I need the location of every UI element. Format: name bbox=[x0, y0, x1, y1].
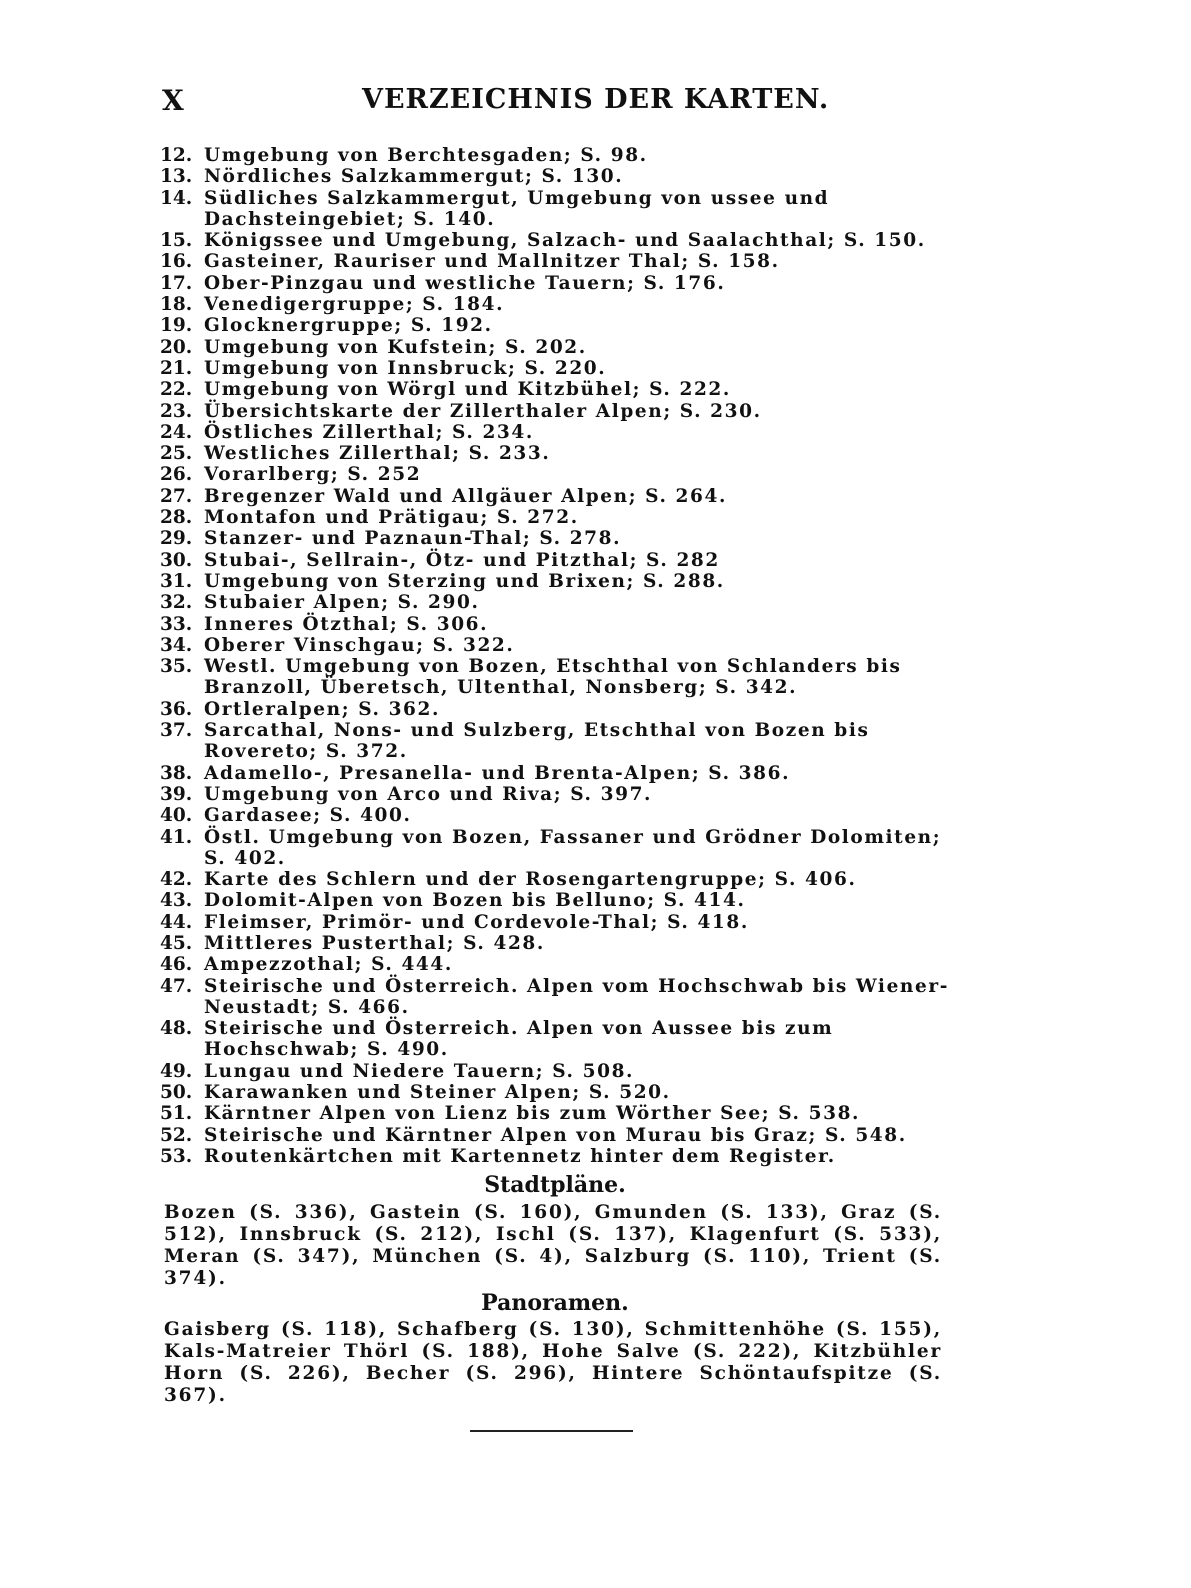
list-item bbox=[160, 784, 950, 805]
entry-text: Kärntner Alpen von Lienz bis zum Wörther See; S. 538. bbox=[204, 1103, 861, 1125]
list-item bbox=[160, 315, 950, 336]
list-item bbox=[160, 635, 950, 656]
list-item bbox=[160, 1125, 950, 1146]
entry-number: 38. bbox=[160, 762, 193, 784]
list-item bbox=[160, 1082, 950, 1103]
entry-text: Venedigergruppe; S. 184. bbox=[204, 294, 505, 316]
entry-number: 25. bbox=[160, 443, 193, 465]
entry-number: 13. bbox=[160, 166, 193, 188]
page-header bbox=[162, 84, 942, 124]
entry-number: 47. bbox=[160, 975, 193, 997]
list-item bbox=[160, 869, 950, 890]
entry-text: Südliches Salzkammergut, Umgebung von ussee und Dachsteingebiet; S. 140. bbox=[204, 187, 830, 230]
list-item bbox=[160, 954, 950, 975]
entry-number: 36. bbox=[160, 698, 193, 720]
entry-text: Stanzer- und Paznaun-Thal; S. 278. bbox=[204, 528, 622, 550]
entry-text: Östl. Umgebung von Bozen, Fassaner und Grödner Dolomiten; S. 402. bbox=[204, 826, 942, 869]
entry-number: 49. bbox=[160, 1060, 193, 1082]
entry-number: 28. bbox=[160, 507, 193, 529]
list-item bbox=[160, 507, 950, 528]
entry-text: Gasteiner, Rauriser und Mallnitzer Thal; S. 158. bbox=[204, 251, 780, 273]
entry-text: Umgebung von Innsbruck; S. 220. bbox=[204, 357, 607, 379]
entry-text: Umgebung von Berchtesgaden; S. 98. bbox=[204, 145, 648, 166]
entry-number: 53. bbox=[160, 1145, 193, 1167]
list-item bbox=[160, 145, 950, 166]
list-item bbox=[160, 528, 950, 549]
list-item bbox=[160, 337, 950, 358]
list-item bbox=[160, 720, 950, 763]
list-item bbox=[160, 827, 950, 870]
panoramen-text: Gaisberg (S. 118), Schafberg (S. 130), Schmittenhöhe (S. 155), Kals-Matreier Thörl (S. 188), Hohe Salve (S. 222), Kitzbühler Horn (S. 226), Becher (S. 296), Hintere Schöntaufspitze (S. 367). bbox=[164, 1319, 942, 1406]
list-item bbox=[160, 464, 950, 485]
entry-number: 18. bbox=[160, 294, 193, 316]
list-item bbox=[160, 890, 950, 911]
list-item bbox=[160, 273, 950, 294]
entry-number: 42. bbox=[160, 869, 193, 891]
list-item bbox=[160, 656, 950, 699]
list-item bbox=[160, 592, 950, 613]
entry-text: Ampezzothal; S. 444. bbox=[204, 954, 453, 976]
entry-number: 14. bbox=[160, 187, 193, 209]
stadtplaene-text: Bozen (S. 336), Gastein (S. 160), Gmunden (S. 133), Graz (S. 512), Innsbruck (S. 212), Ischl (S. 137), Klagenfurt (S. 533), Meran (S. 347), München (S. 4), Salzburg (S. 110), Trient (S. 374). bbox=[164, 1202, 942, 1289]
entry-number: 44. bbox=[160, 911, 193, 933]
entry-number: 29. bbox=[160, 528, 193, 550]
list-item bbox=[160, 1103, 950, 1124]
stadtplaene-heading: Stadtpläne. bbox=[484, 1172, 626, 1198]
list-item bbox=[160, 358, 950, 379]
entry-number: 21. bbox=[160, 357, 193, 379]
list-item bbox=[160, 763, 950, 784]
list-item bbox=[160, 933, 950, 954]
entry-text: Östliches Zillerthal; S. 234. bbox=[204, 421, 534, 443]
entry-text: Oberer Vinschgau; S. 322. bbox=[204, 634, 515, 656]
entry-text: Inneres Ötzthal; S. 306. bbox=[204, 613, 489, 635]
entry-text: Steirische und Österreich. Alpen vom Hochschwab bis Wiener-Neustadt; S. 466. bbox=[204, 975, 949, 1018]
entry-text: Fleimser, Primör- und Cordevole-Thal; S. 418. bbox=[204, 911, 749, 933]
entry-number: 20. bbox=[160, 336, 193, 358]
entry-text: Nördliches Salzkammergut; S. 130. bbox=[204, 166, 624, 188]
list-item bbox=[160, 166, 950, 187]
entry-text: Umgebung von Wörgl und Kitzbühel; S. 222. bbox=[204, 379, 731, 401]
entry-text: Ober-Pinzgau und westliche Tauern; S. 176. bbox=[204, 272, 726, 294]
entry-text: Bregenzer Wald und Allgäuer Alpen; S. 264. bbox=[204, 485, 727, 507]
panoramen-heading: Panoramen. bbox=[481, 1290, 629, 1316]
entry-number: 17. bbox=[160, 272, 193, 294]
entry-number: 27. bbox=[160, 485, 193, 507]
page-title: VERZEICHNIS DER KARTEN. bbox=[362, 84, 830, 115]
list-item bbox=[160, 699, 950, 720]
entry-text: Stubaier Alpen; S. 290. bbox=[204, 592, 480, 614]
entry-text: Routenkärtchen mit Kartennetz hinter dem Register. bbox=[204, 1145, 836, 1167]
entry-number: 51. bbox=[160, 1103, 193, 1125]
entry-number: 52. bbox=[160, 1124, 193, 1146]
entry-number: 33. bbox=[160, 613, 193, 635]
entry-number: 32. bbox=[160, 592, 193, 614]
entry-number: 46. bbox=[160, 954, 193, 976]
entry-number: 48. bbox=[160, 1018, 193, 1040]
entry-number: 26. bbox=[160, 464, 193, 486]
entry-number: 34. bbox=[160, 634, 193, 656]
list-item bbox=[160, 486, 950, 507]
entry-text: Umgebung von Sterzing und Brixen; S. 288. bbox=[204, 570, 725, 592]
closing-rule bbox=[470, 1430, 633, 1432]
list-item bbox=[160, 1061, 950, 1082]
entry-text: Glocknergruppe; S. 192. bbox=[204, 315, 493, 337]
list-item bbox=[160, 401, 950, 422]
entry-text: Westl. Umgebung von Bozen, Etschthal von Schlanders bis Branzoll, Überetsch, Ultenthal, Nonsberg; S. 342. bbox=[204, 656, 902, 699]
entry-number: 50. bbox=[160, 1082, 193, 1104]
entry-text: Sarcathal, Nons- und Sulzberg, Etschthal von Bozen bis Rovereto; S. 372. bbox=[204, 720, 870, 763]
entry-text: Montafon und Prätigau; S. 272. bbox=[204, 507, 579, 529]
entry-text: Adamello-, Presanella- und Brenta-Alpen; S. 386. bbox=[204, 762, 791, 784]
entry-number: 24. bbox=[160, 421, 193, 443]
entry-number: 40. bbox=[160, 805, 193, 827]
list-item bbox=[160, 550, 950, 571]
entry-number: 15. bbox=[160, 230, 193, 252]
entry-number: 43. bbox=[160, 890, 193, 912]
entry-number: 23. bbox=[160, 400, 193, 422]
list-item bbox=[160, 1018, 950, 1061]
list-item bbox=[160, 230, 950, 251]
entry-text: Königssee und Umgebung, Salzach- und Saalachthal; S. 150. bbox=[204, 230, 926, 252]
entry-number: 16. bbox=[160, 251, 193, 273]
list-item bbox=[160, 912, 950, 933]
list-item bbox=[160, 379, 950, 400]
list-item bbox=[160, 251, 950, 272]
list-item bbox=[160, 443, 950, 464]
list-item bbox=[160, 976, 950, 1019]
list-item bbox=[160, 188, 950, 231]
entry-text: Umgebung von Kufstein; S. 202. bbox=[204, 336, 587, 358]
entry-number: 12. bbox=[160, 145, 193, 166]
entry-number: 39. bbox=[160, 783, 193, 805]
entry-number: 41. bbox=[160, 826, 193, 848]
entry-text: Mittleres Pusterthal; S. 428. bbox=[204, 932, 545, 954]
list-item bbox=[160, 614, 950, 635]
entry-number: 22. bbox=[160, 379, 193, 401]
list-item bbox=[160, 805, 950, 826]
entry-text: Gardasee; S. 400. bbox=[204, 805, 412, 827]
list-item bbox=[160, 571, 950, 592]
entry-text: Steirische und Kärntner Alpen von Murau bis Graz; S. 548. bbox=[204, 1124, 907, 1146]
entry-number: 37. bbox=[160, 720, 193, 742]
entry-number: 45. bbox=[160, 932, 193, 954]
entry-text: Lungau und Niedere Tauern; S. 508. bbox=[204, 1060, 635, 1082]
entry-number: 30. bbox=[160, 549, 193, 571]
list-item bbox=[160, 422, 950, 443]
list-item bbox=[160, 294, 950, 315]
page-number: X bbox=[162, 84, 184, 117]
entry-text: Steirische und Österreich. Alpen von Aussee bis zum Hochschwab; S. 490. bbox=[204, 1018, 834, 1061]
entry-text: Karawanken und Steiner Alpen; S. 520. bbox=[204, 1082, 671, 1104]
entry-text: Dolomit-Alpen von Bozen bis Belluno; S. 414. bbox=[204, 890, 746, 912]
entry-number: 19. bbox=[160, 315, 193, 337]
entry-text: Umgebung von Arco und Riva; S. 397. bbox=[204, 783, 653, 805]
entry-text: Übersichtskarte der Zillerthaler Alpen; S. 230. bbox=[204, 400, 762, 422]
entry-text: Ortleralpen; S. 362. bbox=[204, 698, 441, 720]
entry-number: 35. bbox=[160, 656, 193, 678]
entry-text: Karte des Schlern und der Rosengartengruppe; S. 406. bbox=[204, 869, 857, 891]
entry-text: Vorarlberg; S. 252 bbox=[204, 464, 422, 486]
map-list bbox=[160, 145, 950, 1167]
entry-text: Westliches Zillerthal; S. 233. bbox=[204, 443, 551, 465]
entry-number: 31. bbox=[160, 570, 193, 592]
entry-text: Stubai-, Sellrain-, Ötz- und Pitzthal; S. 282 bbox=[204, 549, 720, 571]
list-item bbox=[160, 1146, 950, 1167]
